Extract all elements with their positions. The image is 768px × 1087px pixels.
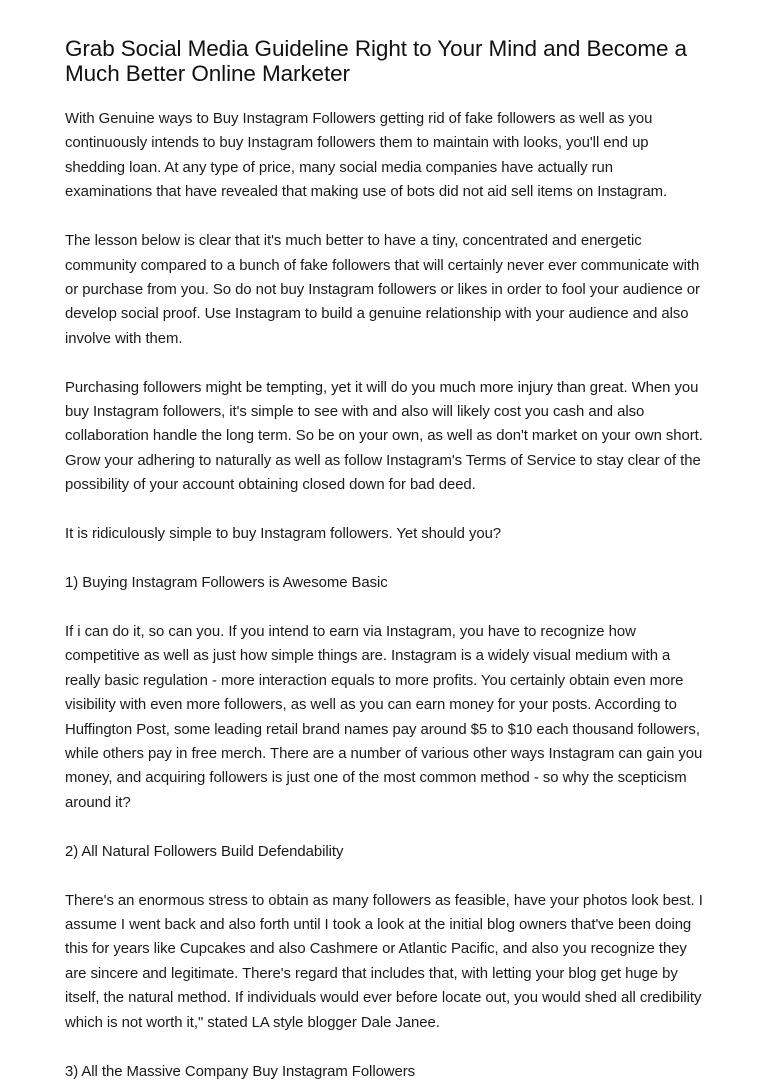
paragraph-3: Purchasing followers might be tempting, yet it will do you much more injury than great. When you buy Instagram followers, it's simple to see with and also will likely cost you cash and also collaboration handle the long term. So be on your own, as well as don't market on your own short. Grow your adhering to naturally as well as follow Instagram's Terms of Service to stay clear of the possibility of your account obtaining closed down for bad deed. — [65, 379, 703, 494]
document-body — [65, 107, 704, 1084]
paragraph-5: If i can do it, so can you. If you intend to earn via Instagram, you have to recognize how competitive as well as just how simple things are. Instagram is a widely visual medium with a really basic regulation - more interaction equals to more profits. You certainly obtain even more visibility with even more followers, as well as you can earn money for your posts. According to Huffington Post, some leading retail brand names pay around $5 to $10 each thousand followers, while others pay in free merch. There are a number of various other ways Instagram can gain you money, and acquiring followers is just one of the most common method - so why the scepticism around it? — [65, 624, 703, 811]
paragraph-1: With Genuine ways to Buy Instagram Followers getting rid of fake followers as well as you continuously intends to buy Instagram followers them to maintain with looks, you'll end up shedding loan. At any type of price, many social media companies have actually run examinations that have revealed that making use of bots did not aid sell items on Instagram. — [65, 111, 668, 201]
section-heading-2: 2) All Natural Followers Build Defendability — [65, 843, 344, 860]
section-heading-1: 1) Buying Instagram Followers is Awesome Basic — [65, 575, 388, 592]
paragraph-6: There's an enormous stress to obtain as many followers as feasible, have your photos look best. I assume I went back and also forth until I took a look at the initial blog owners that've been doing this for years like Cupcakes and also Cashmere or Atlantic Pacific, and also you recognize they are sincere and legitimate. There's regard that includes that, with letting your blog get huge by itself, the natural method. If individuals would ever before locate out, you would shed all credibility which is not worth it," stated LA style blogger Dale Janee. — [65, 892, 703, 1031]
paragraph-4: It is ridiculously simple to buy Instagram followers. Yet should you? — [65, 526, 502, 543]
document-title: Grab Social Media Guideline Right to Your Mind and Become a Much Better Online Marketer — [65, 36, 687, 86]
section-heading-3: 3) All the Massive Company Buy Instagram Followers — [65, 1063, 416, 1080]
paragraph-2: The lesson below is clear that it's much better to have a tiny, concentrated and energetic community compared to a bunch of fake followers that will certainly never ever communicate with or purchase from you. So do not buy Instagram followers or likes in order to fool your audience or develop social proof. Use Instagram to build a genuine relationship with your audience and also involve with them. — [65, 233, 700, 347]
